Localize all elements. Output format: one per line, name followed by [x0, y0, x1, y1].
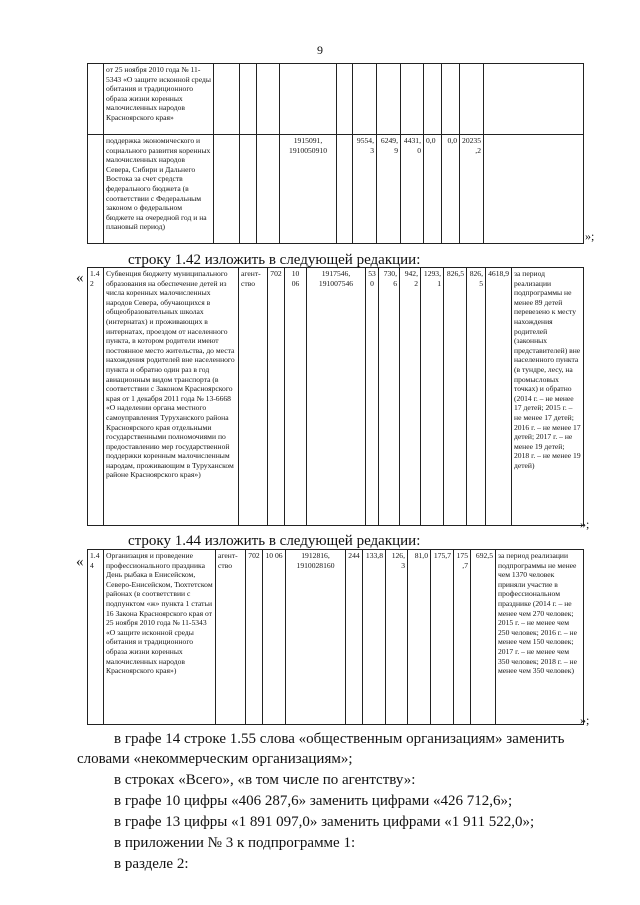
- budget-table-row-144: [87, 549, 584, 725]
- value-cell: 942,2: [400, 268, 421, 526]
- paragraph-line: в приложении № 3 к подпрограмме 1:: [114, 835, 356, 851]
- closing-quote: »;: [585, 229, 595, 243]
- value-cell: 175,7: [431, 550, 454, 725]
- value-cell: 826,5: [444, 268, 467, 526]
- expected-result: за период реализации подпрограммы не менее 89 детей перевезено к месту нахождения родителей (законных представителей) вне населенного пункта (в тундре, лесу, на промысловых точках) и обратно (2014 г. – не менее 17 детей; 2015 г. – не менее 17 детей; 2016 г. – не менее 17 детей; 2017 г. – не менее 19 детей; 2018 г. – не менее 19 детей): [512, 268, 584, 526]
- value-cell: 692,5: [471, 550, 496, 725]
- value-cell: 6249,9: [377, 135, 401, 244]
- paragraph-line: в графе 10 цифры «406 287,6» заменить цифрами «426 712,6»;: [114, 793, 513, 809]
- heading-row-144: строку 1.44 изложить в следующей редакции:: [128, 533, 421, 549]
- budget-code: 1912816, 1910028160: [286, 550, 346, 725]
- value-cell: 9554,3: [353, 135, 377, 244]
- agency-cell: агент-ство: [239, 268, 268, 526]
- value-cell: 4618,9: [486, 268, 512, 526]
- expense-type: 244: [346, 550, 363, 725]
- budget-code: 1915091, 1910050910: [280, 135, 337, 244]
- budget-table-row-142: [87, 267, 584, 526]
- value-cell: 81,0: [408, 550, 431, 725]
- table-row: [88, 550, 584, 725]
- grbs-code: 702: [246, 550, 263, 725]
- table-row: [88, 64, 584, 135]
- program-description: от 25 ноября 2010 года № 11-5343 «О защите исконной среды обитания и традиционного образа жизни коренных малочисленных народов Красноярского края»: [104, 64, 214, 135]
- value-cell: 0,0: [424, 135, 442, 244]
- opening-quote: «: [76, 270, 84, 286]
- opening-quote: «: [76, 554, 84, 570]
- grbs-code: 702: [268, 268, 285, 526]
- closing-quote: »;: [580, 517, 590, 531]
- value-cell: 126,3: [386, 550, 408, 725]
- program-description: Субвенция бюджету муниципального образования на обеспечение детей из числа коренных малочисленных народов Севера, обучающихся в общеобразовательных школах (интернатах) и проживающих в интернатах, проездом от населенного пункта, в котором родители имеют постоянное место жительства, до места нахождения родителей вне населенного пункта и обратно один раз в год авиационным видом транспорта (в соответствии с Законом Красноярского края от 1 декабря 2011 года № 13-6668 «О наделении органа местного самоуправления Туруханского района Красноярского края отдельными государственными полномочиями по предоставлению мер государственной поддержки коренным малочисленным народам, проживающим в Туруханском районе Красноярского края»): [104, 268, 239, 526]
- table-row: [88, 135, 584, 244]
- expense-type: 530: [366, 268, 379, 526]
- value-cell: 1293,1: [421, 268, 444, 526]
- agency-cell: агент-ство: [216, 550, 246, 725]
- expected-result: за период реализации подпрограммы не менее чем 1370 человек приняли участие в профессиональном празднике (2014 г. – не менее чем 270 человек; 2015 г. – не менее чем 250 человек; 2016 г. – не менее чем 150 человек; 2017 г. – не менее чем 350 человек; 2018 г. – не менее чем 350 человек): [496, 550, 584, 725]
- budget-code: 1917546, 191007546: [307, 268, 366, 526]
- row-number: 1.44: [88, 550, 104, 725]
- paragraph-line: в графе 14 строке 1.55 слова «общественным организациям» заменить: [114, 731, 565, 747]
- value-cell: 20235,2: [460, 135, 484, 244]
- paragraph-line: в разделе 2:: [114, 856, 189, 872]
- heading-row-142: строку 1.42 изложить в следующей редакции:: [128, 252, 421, 268]
- paragraph-line: в графе 13 цифры «1 891 097,0» заменить цифрами «1 911 522,0»;: [114, 814, 535, 830]
- section-code: 10 06: [285, 268, 307, 526]
- program-description: поддержка экономического и социального развития коренных малочисленных народов Севера, Сибири и Дальнего Востока за счет средств федерального бюджета (в соответствии с Федеральным законом о федеральном бюджете на очередной год и на плановый период): [104, 135, 214, 244]
- value-cell: 826,5: [467, 268, 486, 526]
- budget-table-continued: [87, 63, 584, 244]
- value-cell: 133,8: [363, 550, 386, 725]
- value-cell: 175,7: [454, 550, 471, 725]
- paragraph-line: в строках «Всего», «в том числе по агентству»:: [114, 772, 416, 788]
- page-number: 9: [317, 43, 323, 57]
- paragraph-line: словами «некоммерческим организациям»;: [77, 751, 353, 767]
- value-cell: 730,6: [379, 268, 400, 526]
- closing-quote: »;: [580, 713, 590, 727]
- value-cell: 0,0: [442, 135, 460, 244]
- section-code: 10 06: [263, 550, 286, 725]
- row-number: 1.42: [88, 268, 104, 526]
- table-row: [88, 268, 584, 526]
- value-cell: 4431,0: [401, 135, 424, 244]
- program-description: Организация и проведение профессионального праздника День рыбака в Енисейском, Северо-Енисейском, Тюхтетском районах (в соответствии с подпунктом «ж» пункта 1 статьи 16 Закона Красноярского края от 25 ноября 2010 года № 11-5343 «О защите исконной среды обитания и традиционного образа жизни коренных малочисленных народов Красноярского края»): [104, 550, 216, 725]
